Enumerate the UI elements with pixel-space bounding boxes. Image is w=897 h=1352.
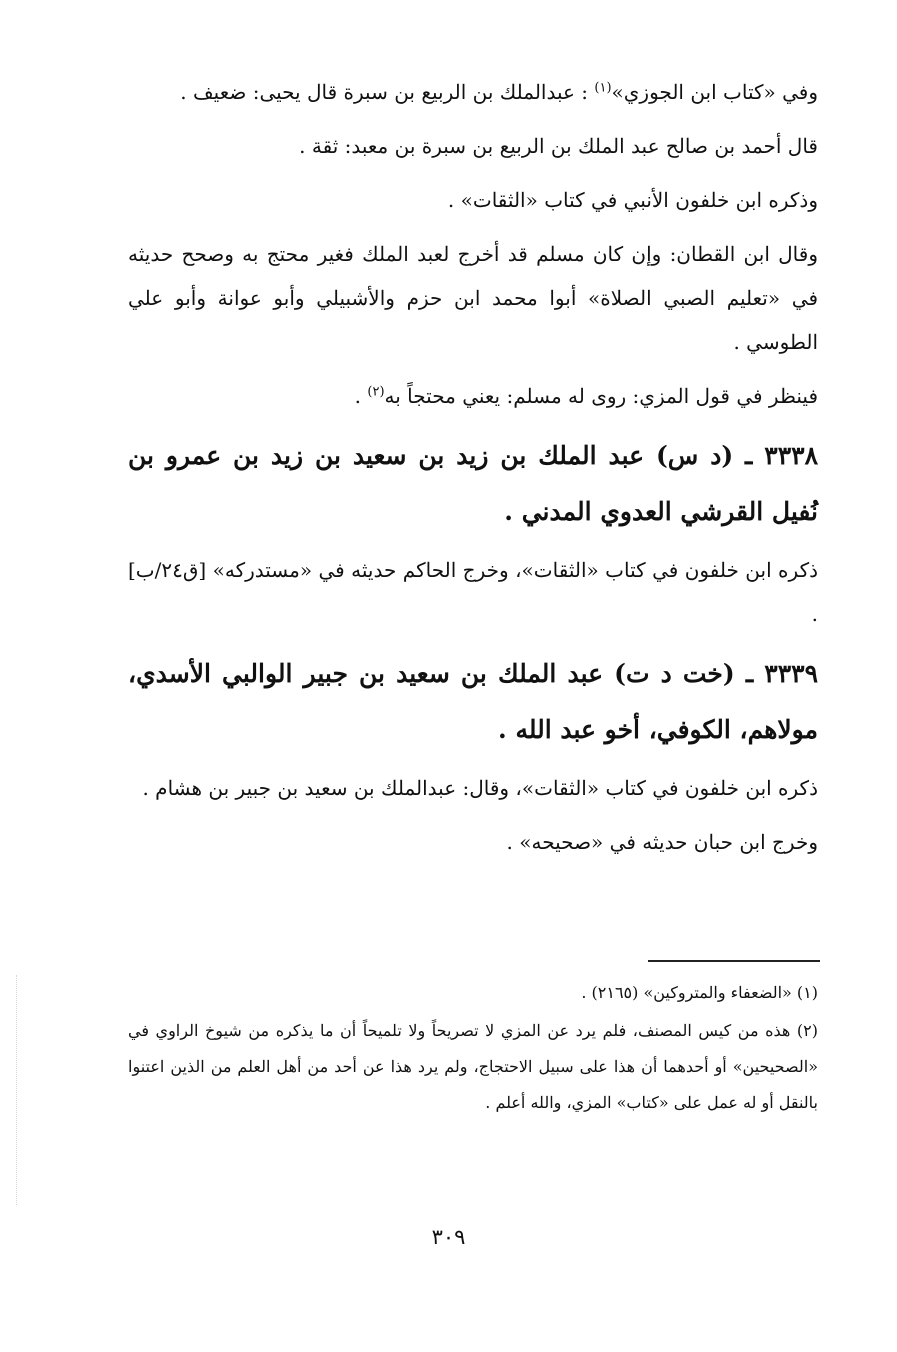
entry-heading-3338: ٣٣٣٨ ـ (د س) عبد الملك بن زيد بن سعيد بن زيد بن عمرو بن نُفيل القرشي العدوي المدني . — [128, 441, 818, 526]
paragraph-ibn-jawzi — [128, 70, 818, 114]
footnote-2: (٢) هذه من كيس المصنف، فلم يرد عن المزي لا تصريحاً ولا تلميحاً أن ما يذكره من شيوخ الراوي في «الصحيحين» أو أحدهما أن هذا على سبيل الاحتجاج، ولم يرد هذا عن أحد من أهل العلم من الذين اعتنوا بالنقل أو له عمل على «كتاب» المزي، والله أعلم . — [128, 1021, 818, 1112]
paragraph-ibn-al-qattan: وقال ابن القطان: وإن كان مسلم قد أخرج لعبد الملك فغير محتج به وصحح حديثه في «تعليم الصبي الصلاة» أبوا محمد ابن حزم والأشبيلي وأبو عوانة وأبو علي الطوسي . — [128, 242, 818, 354]
paragraph-ibn-khalfun: وذكره ابن خلفون الأنبي في كتاب «الثقات» . — [447, 188, 818, 212]
paragraph-text: : عبدالملك بن الربيع بن سبرة قال يحيى: ضعيف . — [180, 80, 595, 104]
paragraph-text: وفي «كتاب ابن الجوزي» — [611, 80, 818, 104]
footnote-divider — [648, 960, 820, 962]
entry-heading-3339: ٣٣٣٩ ـ (خت د ت) عبد الملك بن سعيد بن جبير الوالبي الأسدي، مولاهم، الكوفي، أخو عبد الله . — [128, 659, 818, 744]
page-number: ٣٠٩ — [431, 1225, 466, 1249]
paragraph-al-mizzi — [128, 374, 818, 418]
paragraph-text: . — [354, 384, 368, 408]
footnote-ref-2[interactable]: (٢) — [367, 384, 385, 400]
paragraph-entry-3338: ذكره ابن خلفون في كتاب «الثقات»، وخرج الحاكم حديثه في «مستدركه» [ق٢٤/ب] . — [128, 558, 818, 626]
paragraph-entry-3339: ذكره ابن خلفون في كتاب «الثقات»، وقال: عبدالملك بن سعيد بن جبير بن هشام . — [142, 776, 818, 800]
paragraph-text: فينظر في قول المزي: روى له مسلم: يعني محتجاً به — [384, 384, 818, 408]
page-body — [128, 70, 818, 874]
paragraph-ahmad-ibn-salih: قال أحمد بن صالح عبد الملك بن الربيع بن سبرة بن معبد: ثقة . — [299, 134, 818, 158]
scan-edge-mark — [2, 975, 17, 1205]
footnote-ref-1[interactable]: (١) — [594, 80, 612, 96]
paragraph-ibn-hibban: وخرج ابن حبان حديثه في «صحيحه» . — [506, 830, 818, 854]
footnote-1: (١) «الضعفاء والمتروكين» (٢١٦٥) . — [581, 983, 818, 1002]
footnotes — [128, 975, 818, 1123]
